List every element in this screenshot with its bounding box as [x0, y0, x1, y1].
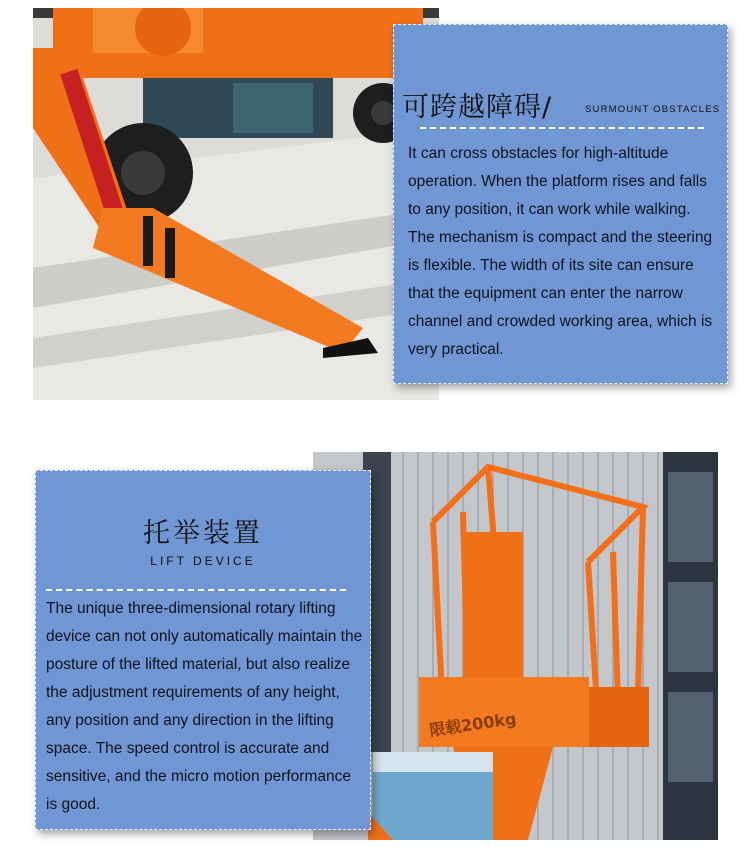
divider — [420, 127, 704, 129]
surmount-obstacles-card — [393, 24, 728, 384]
lift-platform-illustration — [313, 452, 718, 840]
surmount-obstacles-title-zh: 可跨越障碍/ — [402, 92, 553, 123]
lift-device-title-en: LIFT DEVICE — [150, 554, 256, 568]
divider — [46, 589, 346, 591]
lift-device-card — [35, 470, 371, 830]
surmount-obstacles-body: It can cross obstacles for high-altitude operation. When the platform rises and falls to any position, it can work while walking. The mechanism is compact and the steering is flexible. The width of its site can ensure that the equipment can enter the narrow channel and crowded working area, which is very practical. — [408, 145, 713, 358]
lift-device-body: The unique three-dimensional rotary lifting device can not only automatically maintain the posture of the lifted material, but also realize the adjustment requirements of any height, any position and any direction in the lifting space. The speed control is accurate and sensitive, and the micro motion performance is good. — [46, 600, 363, 813]
lift-device-title-zh: 托举装置 — [143, 518, 263, 549]
lift-platform-photo — [313, 452, 718, 840]
truck-outrigger-photo — [33, 8, 439, 400]
load-limit-label: 限载200kg — [428, 708, 518, 740]
truck-outrigger-illustration — [33, 8, 439, 400]
surmount-obstacles-title-en: SURMOUNT OBSTACLES — [585, 104, 721, 115]
